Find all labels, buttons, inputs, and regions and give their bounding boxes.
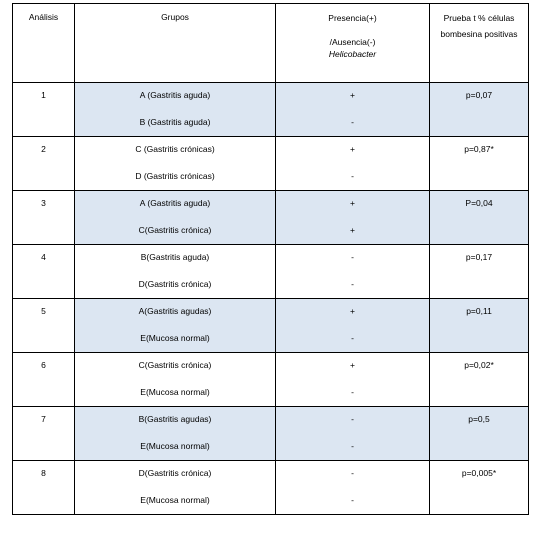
header-presencia	[276, 4, 430, 83]
table-row	[13, 434, 529, 461]
helicobacter-cell: -	[276, 272, 430, 299]
group-cell: B (Gastritis aguda)	[75, 110, 276, 137]
header-presencia-line2: /Ausencia(-)	[329, 37, 376, 47]
p-value-empty	[430, 434, 529, 461]
header-presencia-line3: Helicobacter	[328, 49, 377, 59]
helicobacter-cell: -	[276, 326, 430, 353]
row-number-empty	[13, 272, 75, 299]
helicobacter-cell: +	[276, 137, 430, 164]
header-prueba	[430, 4, 529, 83]
row-number: 4	[13, 245, 75, 272]
table-row	[13, 191, 529, 218]
header-presencia-line1: Presencia(+)	[328, 13, 377, 23]
row-number-empty	[13, 164, 75, 191]
p-value-cell: p=0,02*	[430, 353, 529, 380]
header-analisis: Análisis	[13, 4, 75, 83]
table-row	[13, 245, 529, 272]
table-row	[13, 83, 529, 110]
row-number-empty	[13, 110, 75, 137]
row-number: 5	[13, 299, 75, 326]
p-value-cell: p=0,17	[430, 245, 529, 272]
p-value-cell: p=0,11	[430, 299, 529, 326]
table-row	[13, 407, 529, 434]
helicobacter-cell: +	[276, 191, 430, 218]
group-cell: A (Gastritis aguda)	[75, 83, 276, 110]
table-row	[13, 461, 529, 488]
group-cell: E(Mucosa normal)	[75, 380, 276, 407]
results-table-body	[13, 4, 529, 515]
helicobacter-cell: -	[276, 461, 430, 488]
helicobacter-cell: +	[276, 83, 430, 110]
p-value-cell: p=0,07	[430, 83, 529, 110]
group-cell: C(Gastritis crónica)	[75, 218, 276, 245]
p-value-empty	[430, 272, 529, 299]
row-number: 3	[13, 191, 75, 218]
row-number: 6	[13, 353, 75, 380]
table-row	[13, 272, 529, 299]
p-value-cell: P=0,04	[430, 191, 529, 218]
header-grupos: Grupos	[75, 4, 276, 83]
row-number-empty	[13, 218, 75, 245]
table-row	[13, 110, 529, 137]
row-number-empty	[13, 380, 75, 407]
table-row	[13, 299, 529, 326]
group-cell: B(Gastritis aguda)	[75, 245, 276, 272]
p-value-empty	[430, 218, 529, 245]
helicobacter-cell: +	[276, 353, 430, 380]
p-value-empty	[430, 110, 529, 137]
header-prueba-line2: bombesina positivas	[440, 29, 518, 39]
group-cell: E(Mucosa normal)	[75, 326, 276, 353]
group-cell: A (Gastritis aguda)	[75, 191, 276, 218]
row-number: 2	[13, 137, 75, 164]
group-cell: D(Gastritis crónica)	[75, 461, 276, 488]
group-cell: C(Gastritis crónica)	[75, 353, 276, 380]
p-value-cell: p=0,87*	[430, 137, 529, 164]
helicobacter-cell: -	[276, 110, 430, 137]
helicobacter-cell: -	[276, 434, 430, 461]
header-row	[13, 4, 529, 83]
helicobacter-cell: -	[276, 164, 430, 191]
row-number-empty	[13, 326, 75, 353]
group-cell: A(Gastritis agudas)	[75, 299, 276, 326]
p-value-empty	[430, 164, 529, 191]
table-row	[13, 380, 529, 407]
group-cell: B(Gastritis agudas)	[75, 407, 276, 434]
group-cell: D(Gastritis crónica)	[75, 272, 276, 299]
p-value-cell: p=0,5	[430, 407, 529, 434]
header-prueba-line1: Prueba t % células	[443, 13, 515, 23]
row-number: 7	[13, 407, 75, 434]
table-row	[13, 164, 529, 191]
table-row	[13, 218, 529, 245]
helicobacter-cell: +	[276, 218, 430, 245]
p-value-empty	[430, 380, 529, 407]
results-table	[12, 3, 529, 515]
p-value-cell: p=0,005*	[430, 461, 529, 488]
group-cell: C (Gastritis crónicas)	[75, 137, 276, 164]
row-number-empty	[13, 434, 75, 461]
table-row	[13, 488, 529, 515]
table-row	[13, 137, 529, 164]
group-cell: D (Gastritis crónicas)	[75, 164, 276, 191]
group-cell: E(Mucosa normal)	[75, 434, 276, 461]
group-cell: E(Mucosa normal)	[75, 488, 276, 515]
row-number: 8	[13, 461, 75, 488]
p-value-empty	[430, 488, 529, 515]
table-row	[13, 353, 529, 380]
helicobacter-cell: -	[276, 380, 430, 407]
row-number: 1	[13, 83, 75, 110]
helicobacter-cell: -	[276, 407, 430, 434]
helicobacter-cell: -	[276, 245, 430, 272]
row-number-empty	[13, 488, 75, 515]
p-value-empty	[430, 326, 529, 353]
helicobacter-cell: +	[276, 299, 430, 326]
helicobacter-cell: -	[276, 488, 430, 515]
table-row	[13, 326, 529, 353]
